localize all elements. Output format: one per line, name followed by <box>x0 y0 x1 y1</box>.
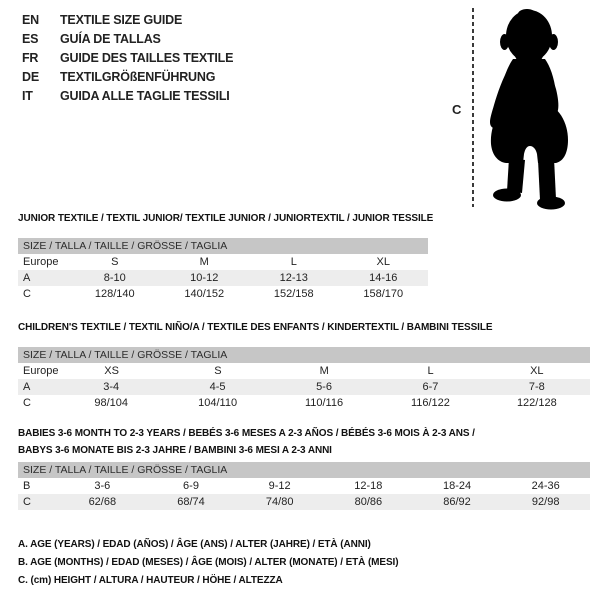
table-row <box>18 286 428 302</box>
legend-note-a: A. AGE (YEARS) / EDAD (AÑOS) / ÂGE (ANS) / ALTER (JAHRE) / ETÀ (ANNI) <box>18 539 371 550</box>
cell: XS <box>104 365 119 377</box>
toddler-silhouette-icon <box>478 6 600 211</box>
cell: S <box>111 256 119 268</box>
legend-note-b: B. AGE (MONTHS) / EDAD (MESES) / ÂGE (MOIS) / ALTER (MONATE) / ETÀ (MESI) <box>18 557 399 568</box>
table-title-line: BABYS 3-6 MONATE BIS 2-3 JAHRE / BAMBINI 3-6 MESI A 2-3 ANNI <box>18 445 332 456</box>
language-code: FR <box>22 51 39 65</box>
cell: 9-12 <box>268 480 291 492</box>
cell: 122/128 <box>516 397 557 409</box>
row-label: A <box>23 272 31 284</box>
cell: 6-7 <box>422 381 439 393</box>
language-code: ES <box>22 32 39 46</box>
left-ear <box>500 34 509 50</box>
cell: 128/140 <box>94 288 135 300</box>
legend-note-c: C. (cm) HEIGHT / ALTURA / HAUTEUR / HÖHE / ALTEZZA <box>18 575 283 586</box>
row-label: C <box>23 288 31 300</box>
cell: M <box>319 365 329 377</box>
cell: XL <box>376 256 390 268</box>
cell: 3-6 <box>94 480 111 492</box>
table-title: CHILDREN'S TEXTILE / TEXTIL NIÑO/A / TEXTILE DES ENFANTS / KINDERTEXTIL / BAMBINI TESSILE <box>18 322 493 333</box>
table-size-header: SIZE / TALLA / TAILLE / GRÖSSE / TAGLIA <box>18 238 428 254</box>
junior-size-table <box>18 212 434 302</box>
cell: 5-6 <box>316 381 332 393</box>
cell: 80/86 <box>354 496 383 508</box>
cell: 92/98 <box>531 496 560 508</box>
cell: 8-10 <box>103 272 126 284</box>
language-code: IT <box>22 89 33 103</box>
children-size-table <box>18 321 590 411</box>
cell: 104/110 <box>198 397 238 409</box>
cell: 24-36 <box>531 480 560 492</box>
cell: M <box>199 256 209 268</box>
cell: 3-4 <box>103 381 120 393</box>
cell: L <box>427 365 434 377</box>
height-dashed-line <box>472 8 474 207</box>
hair <box>518 9 536 19</box>
language-row <box>22 49 233 68</box>
cell: 140/152 <box>184 288 225 300</box>
table-size-header: SIZE / TALLA / TAILLE / GRÖSSE / TAGLIA <box>18 347 590 363</box>
row-label: Europe <box>23 365 59 377</box>
cell: 6-9 <box>183 480 199 492</box>
cell: 86/92 <box>443 496 471 508</box>
cell: L <box>290 256 297 268</box>
cell: 7-8 <box>528 381 545 393</box>
language-title: GUIDE DES TAILLES TEXTILE <box>60 51 234 65</box>
row-label: C <box>23 496 31 508</box>
right-foot <box>537 197 565 210</box>
language-title: TEXTILGRÖßENFÜHRUNG <box>60 70 216 84</box>
row-label: C <box>23 397 31 409</box>
table-row <box>18 494 590 510</box>
left-leg <box>507 158 525 193</box>
language-title: GUIDA ALLE TAGLIE TESSILI <box>60 89 230 103</box>
language-title: GUÍA DE TALLAS <box>60 32 161 46</box>
cell: XL <box>530 365 544 377</box>
language-title: TEXTILE SIZE GUIDE <box>60 13 183 27</box>
height-measure-label: C <box>452 102 462 117</box>
legend-notes <box>18 536 398 590</box>
table-row <box>18 270 428 286</box>
language-code: DE <box>22 70 39 84</box>
cell: 4-5 <box>209 381 226 393</box>
cell: 10-12 <box>190 272 219 284</box>
left-foot <box>493 189 521 202</box>
table-row <box>18 395 590 411</box>
cell: 158/170 <box>363 288 404 300</box>
table-row <box>18 379 590 395</box>
language-row <box>22 11 233 30</box>
babies-size-table <box>18 425 590 510</box>
table-row <box>18 478 590 494</box>
row-label: A <box>23 381 31 393</box>
cell: 116/122 <box>410 397 450 409</box>
cell: 98/104 <box>94 397 129 409</box>
cell: S <box>214 365 222 377</box>
table-size-header: SIZE / TALLA / TAILLE / GRÖSSE / TAGLIA <box>18 462 590 478</box>
cell: 152/158 <box>273 288 314 300</box>
table-row <box>18 363 590 379</box>
table-title: JUNIOR TEXTILE / TEXTIL JUNIOR/ TEXTILE JUNIOR / JUNIORTEXTIL / JUNIOR TESSILE <box>18 213 434 224</box>
table-row <box>18 254 428 270</box>
cell: 110/116 <box>304 397 344 409</box>
cell: 14-16 <box>369 272 398 284</box>
language-row <box>22 68 233 87</box>
row-label: Europe <box>23 256 59 268</box>
language-row <box>22 30 233 49</box>
cell: 62/68 <box>88 496 117 508</box>
table-title-line: BABIES 3-6 MONTH TO 2-3 YEARS / BEBÉS 3-6 MESES A 2-3 AÑOS / BÉBÉS 3-6 MOIS À 2-3 ANS / <box>18 428 475 439</box>
toddler-silhouette <box>490 9 568 210</box>
language-code: EN <box>22 13 39 27</box>
cell: 74/80 <box>265 496 294 508</box>
cell: 12-13 <box>279 272 308 284</box>
table-title <box>18 425 590 459</box>
right-leg <box>538 158 556 200</box>
cell: 12-18 <box>354 480 383 492</box>
shorts <box>491 107 568 163</box>
row-label: B <box>23 480 31 492</box>
cell: 68/74 <box>177 496 205 508</box>
cell: 18-24 <box>442 480 472 492</box>
language-title-list <box>22 11 233 106</box>
language-row <box>22 87 233 106</box>
right-ear <box>549 34 558 50</box>
